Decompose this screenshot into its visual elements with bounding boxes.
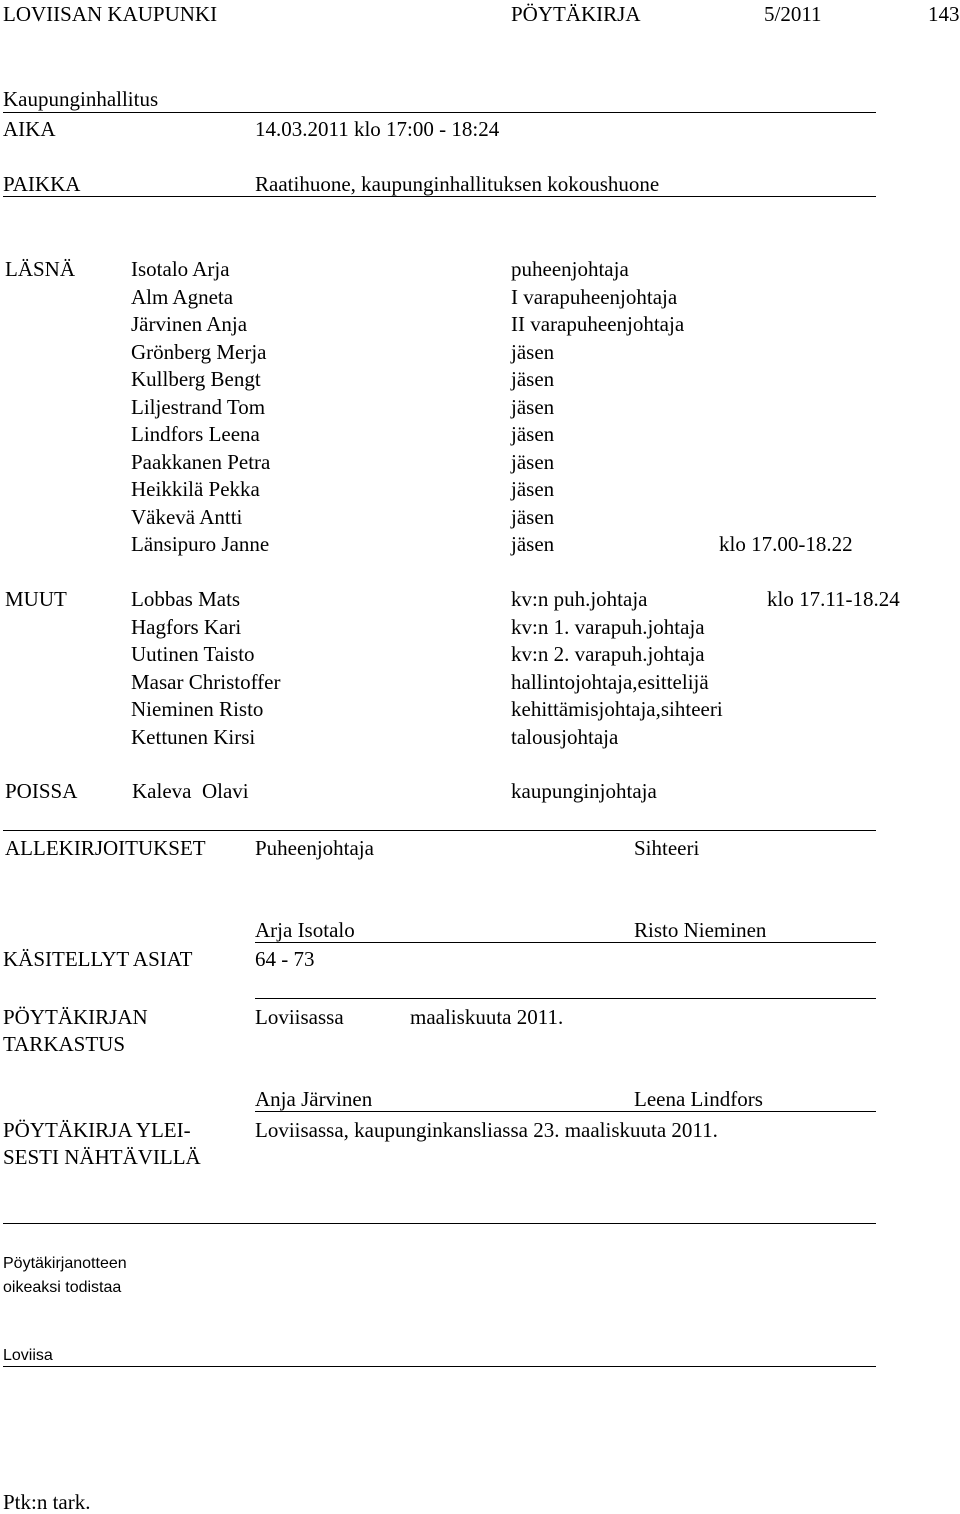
person-role: jäsen <box>511 394 555 419</box>
poissa-role: kaupunginjohtaja <box>511 779 657 803</box>
public-display-label-line2: SESTI NÄHTÄVILLÄ <box>3 1145 201 1169</box>
person-name: Länsipuro Janne <box>131 532 270 556</box>
chair-title: Puheenjohtaja <box>255 836 374 860</box>
person-name: Lobbas Mats <box>131 587 241 611</box>
person-role: jäsen <box>511 367 555 391</box>
person-role: I varapuheenjohtaja <box>511 284 678 309</box>
checker-1-name: Anja Järvinen <box>255 1087 373 1111</box>
person-name: Lindfors Leena <box>131 422 260 446</box>
header-number: 5/2011 <box>764 2 822 26</box>
person-name: Väkevä Antti <box>131 504 243 529</box>
ptk-tark-label: Ptk:n tark. <box>3 1490 91 1514</box>
signatures-label: ALLEKIRJOITUKSET <box>5 836 206 860</box>
extract-place: Loviisa <box>3 1347 53 1364</box>
person-name: Isotalo Arja <box>131 257 230 281</box>
person-name: Nieminen Risto <box>131 697 264 721</box>
extract-label-line1: Pöytäkirjanotteen <box>3 1255 127 1272</box>
secretary-title: Sihteeri <box>634 836 700 860</box>
items-handled-label: KÄSITELLYT ASIAT <box>3 947 193 971</box>
signature-line <box>255 942 876 943</box>
extract-label-line2: oikeaksi todistaa <box>3 1279 122 1296</box>
header-doc-type: PÖYTÄKIRJA <box>511 2 641 26</box>
person-role: hallintojohtaja,esittelijä <box>511 669 709 694</box>
person-role: kv:n puh.johtaja <box>511 587 648 611</box>
public-display-value: Loviisassa, kaupunginkansliassa 23. maaliskuuta 2011. <box>255 1118 718 1142</box>
person-role: jäsen <box>511 449 555 474</box>
person-role: talousjohtaja <box>511 724 619 749</box>
person-name: Uutinen Taisto <box>131 642 255 666</box>
person-role: jäsen <box>511 422 555 446</box>
review-label-line2: TARKASTUS <box>3 1032 126 1056</box>
person-role: kv:n 2. varapuh.johtaja <box>511 642 705 666</box>
review-place: Loviisassa <box>255 1005 344 1029</box>
person-role: jäsen <box>511 339 555 364</box>
secretary-name: Risto Nieminen <box>634 918 767 942</box>
aika-value: 14.03.2011 klo 17:00 - 18:24 <box>255 117 500 141</box>
divider <box>3 196 876 197</box>
divider <box>3 112 876 113</box>
header-page-number: 143 <box>928 2 960 26</box>
review-date: maaliskuuta 2011. <box>410 1005 564 1029</box>
paikka-value: Raatihuone, kaupunginhallituksen kokoushuone <box>255 172 660 196</box>
aika-label: AIKA <box>3 117 56 141</box>
person-role: jäsen <box>511 477 555 501</box>
items-handled-value: 64 - 73 <box>255 947 315 971</box>
person-role: puheenjohtaja <box>511 257 629 281</box>
divider <box>3 1223 876 1224</box>
lasna-label: LÄSNÄ <box>5 257 76 281</box>
person-name: Liljestrand Tom <box>131 394 266 419</box>
person-role: kv:n 1. varapuh.johtaja <box>511 614 705 639</box>
public-display-label-line1: PÖYTÄKIRJA YLEI- <box>3 1118 191 1142</box>
checker-2-name: Leena Lindfors <box>634 1087 763 1111</box>
person-name: Kettunen Kirsi <box>131 724 256 749</box>
divider <box>3 830 876 831</box>
time-note: klo 17.11-18.24 <box>767 587 900 611</box>
person-role: jäsen <box>511 504 555 529</box>
muut-label: MUUT <box>5 587 67 611</box>
poissa-label: POISSA <box>5 779 78 803</box>
divider <box>255 998 876 999</box>
person-name: Grönberg Merja <box>131 339 267 364</box>
person-role: II varapuheenjohtaja <box>511 312 685 336</box>
person-name: Heikkilä Pekka <box>131 477 260 501</box>
time-note: klo 17.00-18.22 <box>719 532 853 556</box>
body-name: Kaupunginhallitus <box>3 87 159 111</box>
person-role: jäsen <box>511 532 555 556</box>
person-name: Paakkanen Petra <box>131 449 271 474</box>
person-name: Järvinen Anja <box>131 312 248 336</box>
chair-name: Arja Isotalo <box>255 918 355 942</box>
person-name: Masar Christoffer <box>131 669 281 694</box>
person-name: Alm Agneta <box>131 284 234 309</box>
divider <box>3 1366 876 1367</box>
signature-line <box>255 1111 876 1112</box>
person-role: kehittämisjohtaja,sihteeri <box>511 697 723 721</box>
poissa-name: Kaleva Olavi <box>132 779 249 803</box>
header-city: LOVIISAN KAUPUNKI <box>3 2 218 26</box>
paikka-label: PAIKKA <box>3 172 81 196</box>
review-label-line1: PÖYTÄKIRJAN <box>3 1005 148 1029</box>
person-name: Kullberg Bengt <box>131 367 261 391</box>
person-name: Hagfors Kari <box>131 614 242 639</box>
